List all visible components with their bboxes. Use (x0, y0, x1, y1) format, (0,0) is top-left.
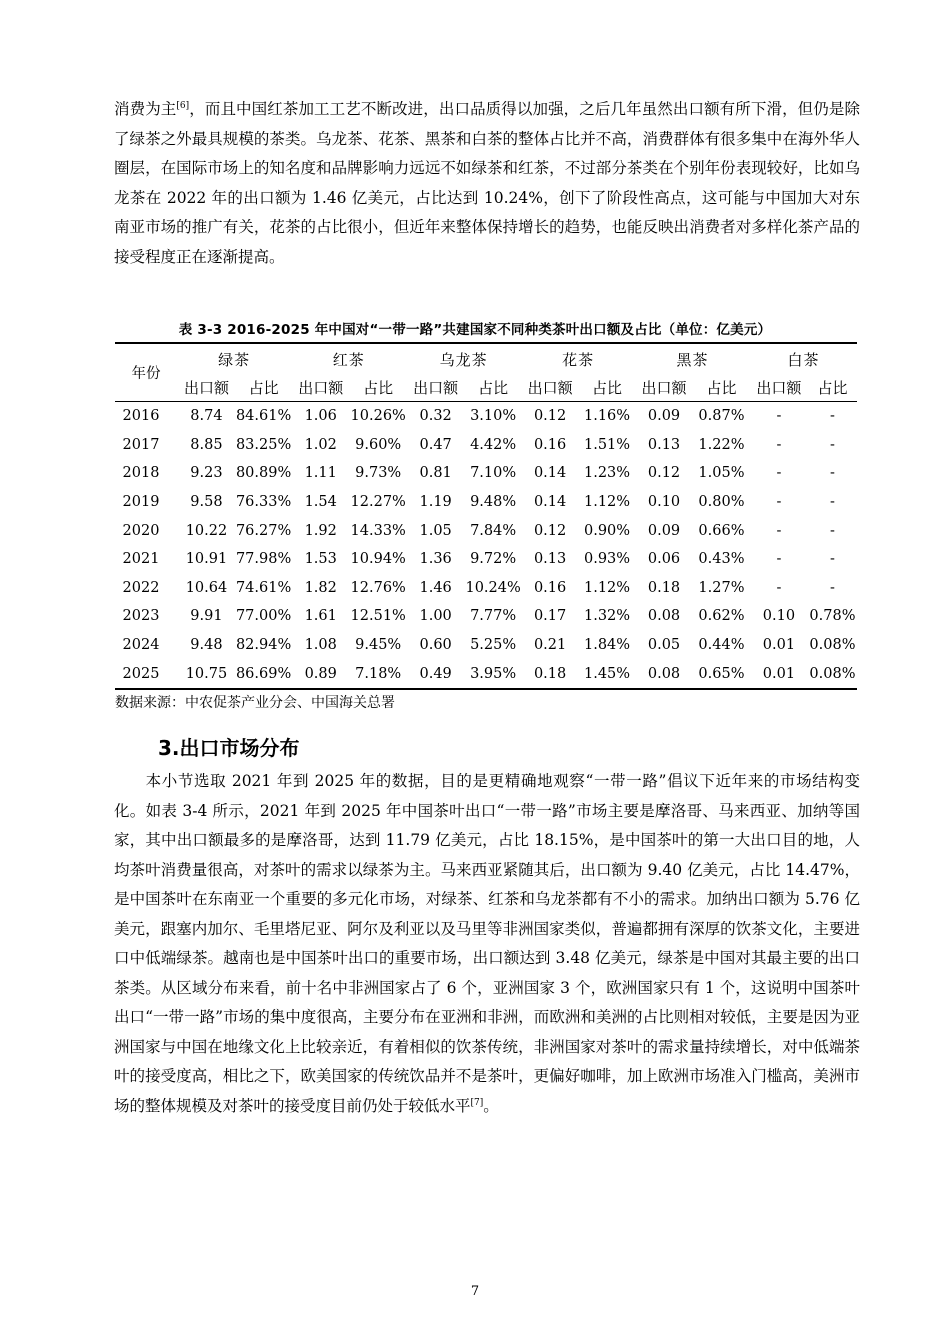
section-heading: 3.出口市场分布 (158, 736, 300, 760)
table-cell: 10.91 (185, 551, 228, 568)
table-cell: 0.44% (698, 637, 745, 654)
table-row (115, 516, 857, 545)
table-cell: 0.43% (698, 551, 745, 568)
table-cell: 10.22 (185, 522, 228, 539)
table-cell: 0.16 (533, 579, 567, 596)
year-cell: 2021 (122, 551, 160, 568)
table-cell: 3.10% (470, 408, 517, 425)
year-cell: 2023 (122, 608, 160, 625)
group-header-white-tea: 白茶 (750, 343, 857, 374)
table-cell: 74.61% (235, 579, 292, 596)
table-cell: - (776, 551, 782, 568)
table-cell: 1.06 (304, 408, 337, 425)
table-cell: 83.25% (235, 436, 292, 453)
table-cell: 0.80% (698, 494, 745, 511)
table-cell: 0.12 (647, 465, 681, 482)
subheader-share: 占比 (465, 374, 521, 402)
table-cell: 0.01 (750, 659, 808, 689)
table-cell: 9.48% (470, 494, 517, 511)
table-cell: 0.09 (647, 522, 681, 539)
year-header: 年份 (115, 343, 177, 402)
table-cell: 9.72% (470, 551, 517, 568)
table-cell: - (830, 408, 835, 425)
subheader-export: 出口额 (521, 374, 579, 402)
table-row (115, 488, 857, 517)
body-paragraph-1 (114, 95, 860, 272)
table-cell: 0.66% (698, 522, 745, 539)
year-cell: 2025 (115, 659, 177, 689)
subheader-share: 占比 (808, 374, 857, 402)
table-row (115, 545, 857, 574)
table-cell: 4.42% (470, 436, 517, 453)
group-header-dark-tea: 黑茶 (635, 343, 750, 374)
table-cell: - (776, 408, 782, 425)
year-cell: 2018 (122, 465, 160, 482)
table-cell: 3.95% (465, 659, 521, 689)
table-cell: - (776, 522, 782, 539)
table-cell: 0.65% (693, 659, 750, 689)
table-cell: 76.27% (235, 522, 292, 539)
table-cell: 1.12% (584, 579, 631, 596)
table-row (115, 602, 857, 631)
year-cell: 2017 (122, 436, 160, 453)
table-cell: 1.27% (698, 579, 745, 596)
table-cell: 1.92 (304, 522, 337, 539)
table-cell: 1.02 (304, 436, 337, 453)
table-cell: 0.18 (521, 659, 579, 689)
year-cell: 2020 (122, 522, 160, 539)
table-cell: 0.87% (698, 408, 745, 425)
paragraph-text: 。 (483, 1096, 499, 1115)
table-cell: 1.45% (579, 659, 635, 689)
table-cell: 10.75 (177, 659, 236, 689)
table-cell: 77.98% (235, 551, 292, 568)
table-cell: 0.13 (533, 551, 567, 568)
year-cell: 2016 (122, 408, 160, 425)
year-cell: 2022 (122, 579, 160, 596)
table-cell: 77.00% (235, 608, 292, 625)
table-cell: 1.51% (584, 436, 631, 453)
table-cell: 0.08 (635, 659, 693, 689)
table-cell: 12.76% (350, 579, 406, 596)
table-cell: 7.77% (470, 608, 517, 625)
table-row (115, 402, 857, 431)
table-cell: 0.12 (533, 408, 567, 425)
table-cell: 7.84% (470, 522, 517, 539)
table-cell: 10.26% (350, 408, 406, 425)
table-cell: - (830, 579, 835, 596)
table-cell: 9.45% (355, 637, 402, 654)
table-cell: 0.13 (647, 436, 681, 453)
table-cell: 10.64 (185, 579, 228, 596)
subheader-share: 占比 (350, 374, 406, 402)
table-cell: 0.16 (533, 436, 567, 453)
table-cell: 1.82 (304, 579, 337, 596)
table-cell: 1.05 (419, 522, 452, 539)
table-cell: 0.05 (647, 637, 681, 654)
table-cell: 0.10 (647, 494, 681, 511)
body-paragraph-2 (114, 767, 860, 1121)
table-cell: 9.91 (190, 608, 223, 625)
table-cell: - (776, 436, 782, 453)
table-cell: 0.78% (809, 608, 856, 625)
paragraph-text: ，而且中国红茶加工工艺不断改进，出口品质得以加强，之后几年虽然出口额有所下滑，但仍是除了绿茶之外最具规模的茶类。乌龙茶、花茶、黑茶和白茶的整体占比并不高，消费群体有很多集中在海外华人圈层，在国际市场上的知名度和品牌影响力远远不如绿茶和红茶，不过部分茶类在个别年份表现较好，比如乌龙茶在 2022 年的出口额为 1.46 亿美元，占比达到 10.24%，创下了阶段性高点，这可能与中国加大对东南亚市场的推广有关，花茶的占比很小，但近年来整体保持增长的趋势，也能反映出消费者对多样化茶产品的接受程度正在逐渐提高。 (114, 100, 860, 266)
table-cell: 0.32 (419, 408, 452, 425)
table-cell: 5.25% (470, 637, 517, 654)
table-cell: 86.69% (236, 659, 291, 689)
table-cell: 1.16% (584, 408, 631, 425)
page-number: 7 (470, 1284, 480, 1299)
subheader-export: 出口额 (406, 374, 465, 402)
table-cell: 0.14 (533, 465, 567, 482)
table-cell: 9.48 (190, 637, 223, 654)
table-cell: 1.11 (304, 465, 337, 482)
table-cell: 0.10 (762, 608, 796, 625)
subheader-export: 出口额 (750, 374, 808, 402)
table-cell: 80.89% (235, 465, 292, 482)
table-cell: - (776, 465, 782, 482)
table-cell: 1.00 (419, 608, 452, 625)
table-cell: 0.93% (584, 551, 631, 568)
table-cell: - (830, 465, 835, 482)
table-cell: 14.33% (350, 522, 406, 539)
table-row (115, 574, 857, 603)
year-cell: 2024 (122, 637, 160, 654)
table-cell: 9.73% (355, 465, 402, 482)
table-cell: 0.17 (533, 608, 567, 625)
subheader-share: 占比 (579, 374, 635, 402)
table-cell: 7.18% (350, 659, 406, 689)
table-cell: 0.47 (419, 436, 452, 453)
table-cell: 1.05% (698, 465, 745, 482)
group-header-oolong-tea: 乌龙茶 (406, 343, 521, 374)
group-header-scented-tea: 花茶 (521, 343, 635, 374)
table-cell: 0.62% (698, 608, 745, 625)
group-header-black-tea: 红茶 (291, 343, 406, 374)
table-cell: 0.89 (291, 659, 350, 689)
subheader-export: 出口额 (291, 374, 350, 402)
table-cell: 1.19 (419, 494, 452, 511)
table-cell: 8.85 (190, 436, 223, 453)
table-cell: 0.21 (533, 637, 567, 654)
table-source-note: 数据来源：中农促茶产业分会、中国海关总署 (115, 695, 395, 711)
subheader-export: 出口额 (177, 374, 236, 402)
citation-ref[interactable]: [7] (470, 1097, 484, 1108)
table-cell: 12.51% (350, 608, 406, 625)
paragraph-text: 消费为主 (114, 100, 177, 118)
table-cell: 0.06 (647, 551, 681, 568)
table-cell: 0.81 (419, 465, 452, 482)
table-cell: 1.12% (584, 494, 631, 511)
table-cell: 7.10% (470, 465, 517, 482)
subheader-share: 占比 (236, 374, 291, 402)
table-cell: 12.27% (350, 494, 406, 511)
table-cell: 1.32% (584, 608, 631, 625)
citation-ref[interactable]: [6] (176, 100, 190, 111)
paragraph-text: 本小节选取 2021 年到 2025 年的数据，目的是更精确地观察“一带一路”倡议下近年来的市场结构变化。如表 3-4 所示，2021 年到 2025 年中国茶叶出口“一带一路”市场主要是摩洛哥、马来西亚、加纳等国家，其中出口额最多的是摩洛哥，达到 11.79 亿美元，占比 18.15%，是中国茶叶的第一大出口目的地，人均茶叶消费量很高，对茶叶的需求以绿茶为主。马来西亚紧随其后，出口额为 9.40 亿美元，占比 14.47%，是中国茶叶在东南亚一个重要的多元化市场，对绿茶、红茶和乌龙茶都有不小的需求。加纳出口额为 5.76 亿美元，跟塞内加尔、毛里塔尼亚、阿尔及利亚以及马里等非洲国家类似，普遍都拥有深厚的饮茶文化，主要进口中低端绿茶。越南也是中国茶叶出口的重要市场，出口额达到 3.48 亿美元，绿茶是中国对其最主要的出口茶类。从区域分布来看，前十名中非洲国家占了 6 个，亚洲国家 3 个，欧洲国家只有 1 个，这说明中国茶叶出口“一带一路”市场的集中度很高，主要分布在亚洲和非洲，而欧洲和美洲的占比则相对较低，主要是因为亚洲国家与中国在地缘文化上比较亲近，有着相似的饮茶传统，非洲国家对茶叶的需求量持续增长，对中低端茶叶的接受度高，相比之下，欧美国家的传统饮品并不是茶叶，更偏好咖啡，加上欧洲市场准入门槛高，美洲市场的整体规模及对茶叶的接受度目前仍处于较低水平 (114, 772, 860, 1115)
table-cell: - (830, 436, 835, 453)
table-row (115, 459, 857, 488)
table-cell: 1.46 (419, 579, 452, 596)
tea-export-table (115, 342, 857, 690)
table-cell: 0.08 (647, 608, 681, 625)
table-row (115, 431, 857, 460)
subheader-share: 占比 (693, 374, 750, 402)
table-cell: 0.14 (533, 494, 567, 511)
table-cell: 1.53 (304, 551, 337, 568)
table-caption: 表 3-3 2016-2025 年中国对“一带一路”共建国家不同种类茶叶出口额及占比（单位：亿美元） (178, 322, 772, 338)
table-cell: 0.18 (647, 579, 681, 596)
table-cell: 10.94% (350, 551, 406, 568)
table-cell: 1.84% (584, 637, 631, 654)
table-cell: 0.60 (419, 637, 452, 654)
table-body (115, 402, 857, 689)
table-cell: 1.23% (584, 465, 631, 482)
table-cell: 0.12 (533, 522, 567, 539)
year-cell: 2019 (122, 494, 160, 511)
table-cell: 9.23 (190, 465, 223, 482)
table-row (115, 659, 857, 689)
table-cell: 9.58 (190, 494, 223, 511)
table-cell: 10.24% (465, 579, 521, 596)
table-cell: 1.08 (304, 637, 337, 654)
table-cell: 0.09 (647, 408, 681, 425)
table-cell: 1.36 (419, 551, 452, 568)
table-cell: 84.61% (235, 408, 292, 425)
group-header-green-tea: 绿茶 (177, 343, 291, 374)
table-row (115, 631, 857, 660)
table-cell: 0.08% (808, 659, 857, 689)
table-cell: 0.90% (584, 522, 631, 539)
table-cell: 82.94% (235, 637, 292, 654)
table-cell: - (830, 494, 835, 511)
table-cell: 1.22% (698, 436, 745, 453)
table-cell: 1.61 (304, 608, 337, 625)
table-cell: - (776, 494, 782, 511)
table-cell: - (776, 579, 782, 596)
table-cell: 9.60% (355, 436, 402, 453)
table-cell: 0.49 (406, 659, 465, 689)
table-cell: 0.08% (809, 637, 856, 654)
table-cell: - (830, 522, 835, 539)
table-cell: 76.33% (235, 494, 292, 511)
table-cell: 8.74 (190, 408, 223, 425)
subheader-export: 出口额 (635, 374, 693, 402)
table-cell: 0.01 (762, 637, 796, 654)
table-cell: - (830, 551, 835, 568)
table-cell: 1.54 (304, 494, 337, 511)
